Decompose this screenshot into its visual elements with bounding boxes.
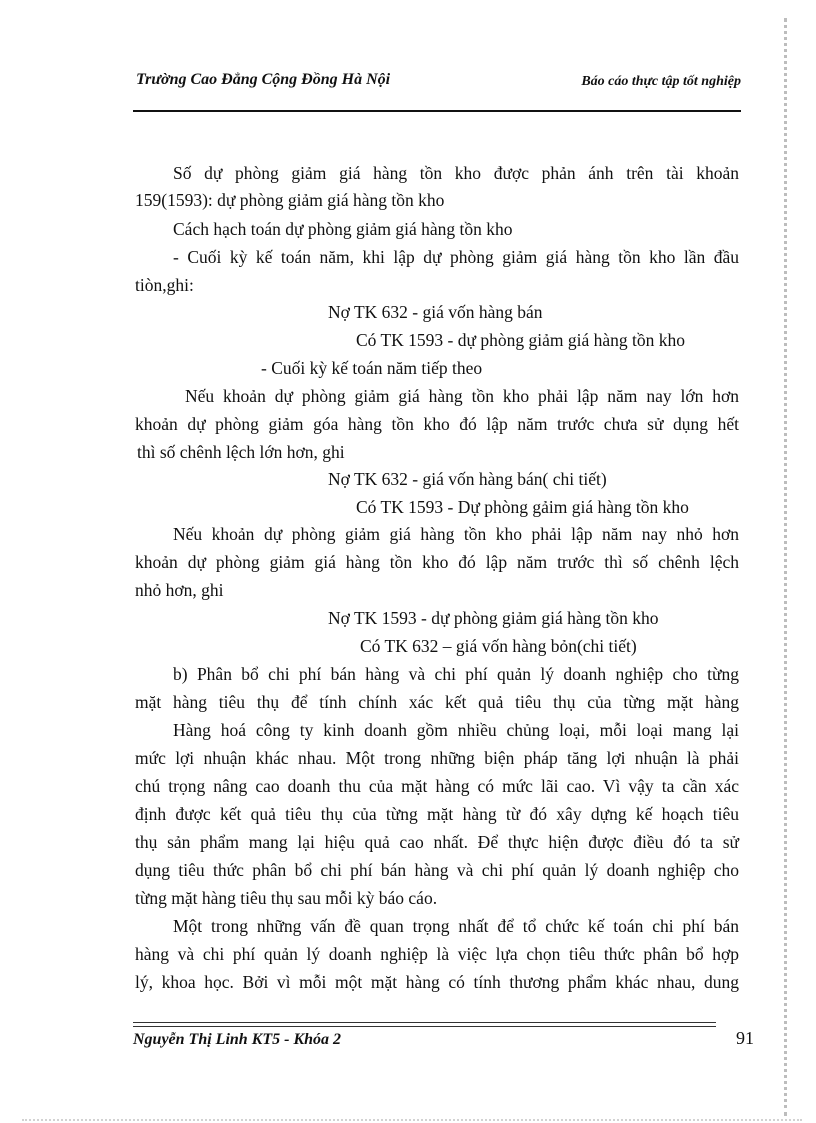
page-border-bottom (22, 1119, 802, 1121)
journal-entry-credit: Có TK 1593 - dự phòng giảm giá hàng tồn kho (356, 330, 685, 350)
body-line: Nếu khoản dự phòng giảm giá hàng tồn kho phải lập năm nay nhỏ hơn (173, 524, 739, 544)
header-school-name: Trường Cao Đẳng Cộng Đồng Hà Nội (136, 71, 391, 88)
body-line: dụng tiêu thức phân bổ chi phí bán hàng và chi phí quản lý doanh nghiệp cho (135, 860, 739, 880)
footer-rule (133, 1026, 716, 1027)
body-line: - Cuối kỳ kế toán năm tiếp theo (261, 358, 483, 378)
body-line: định được kết quả tiêu thụ của từng mặt hàng từ đó xây dựng kế hoạch tiêu (135, 804, 739, 824)
body-line: nhỏ hơn, ghi (135, 580, 224, 600)
body-line: Cách hạch toán dự phòng giảm giá hàng tồn kho (173, 219, 513, 239)
body-line: thì số chênh lệch lớn hơn, ghi (137, 442, 345, 462)
journal-entry-debit: Nợ TK 632 - giá vốn hàng bán( chi tiết) (328, 469, 607, 489)
body-line: Nếu khoản dự phòng giảm giá hàng tồn kho phải lập năm nay lớn hơn (185, 386, 739, 406)
body-line: tiòn,ghi: (135, 275, 194, 295)
page-number: 91 (736, 1028, 754, 1048)
body-line: từng mặt hàng tiêu thụ sau mỗi kỳ báo cáo. (135, 888, 438, 908)
journal-entry-debit: Nợ TK 632 - giá vốn hàng bán (328, 302, 543, 322)
footer-author: Nguyễn Thị Linh KT5 - Khóa 2 (133, 1031, 342, 1048)
section-heading: b) Phân bổ chi phí bán hàng và chi phí quản lý doanh nghiệp cho từng (173, 664, 739, 684)
body-line: thụ sản phẩm mang lại hiệu quả cao nhất. Để thực hiện được điều đó ta sử (135, 832, 739, 852)
page-border-right (784, 18, 787, 1116)
footer-rule (133, 1022, 716, 1023)
body-line: Hàng hoá công ty kinh doanh gồm nhiều chủng loại, mỗi loại mang lại (173, 720, 739, 740)
body-line: lý, khoa học. Bởi vì mỗi một mặt hàng có tính thương phẩm khác nhau, dung (135, 972, 739, 992)
page-header (133, 66, 741, 112)
body-line: khoản dự phòng giảm góa hàng tồn kho đó lập năm trước chưa sử dụng hết (135, 414, 739, 434)
journal-entry-credit: Có TK 1593 - Dự phòng gảim giá hàng tồn kho (356, 497, 689, 517)
body-line: khoản dự phòng giảm giá hàng tồn kho đó lập năm trước thì số chênh lệch (135, 552, 739, 572)
journal-entry-credit: Có TK 632 – giá vốn hàng bỏn(chi tiết) (360, 636, 637, 656)
body-line: chú trọng nâng cao doanh thu của mặt hàng có mức lãi cao. Vì vậy ta cần xác (135, 776, 739, 796)
body-line: Một trong những vấn đề quan trọng nhất để tổ chức kế toán chi phí bán (173, 916, 739, 936)
section-heading: mặt hàng tiêu thụ để tính chính xác kết quả tiêu thụ của từng mặt hàng (135, 692, 739, 712)
body-line: mức lợi nhuận khác nhau. Một trong những biện pháp tăng lợi nhuận là phải (135, 748, 739, 768)
journal-entry-debit: Nợ TK 1593 - dự phòng giảm giá hàng tồn kho (328, 608, 659, 628)
body-line: - Cuối kỳ kế toán năm, khi lập dự phòng giảm giá hàng tồn kho lần đầu (173, 247, 739, 267)
body-line: 159(1593): dự phòng giảm giá hàng tồn kho (135, 190, 445, 210)
body-line: hàng và chi phí quản lý doanh nghiệp là việc lựa chọn tiêu thức phân bổ hợp (135, 944, 739, 964)
body-line: Số dự phòng giảm giá hàng tồn kho được phản ánh trên tài khoản (173, 163, 739, 183)
header-report-title: Báo cáo thực tập tốt nghiệp (581, 74, 741, 89)
